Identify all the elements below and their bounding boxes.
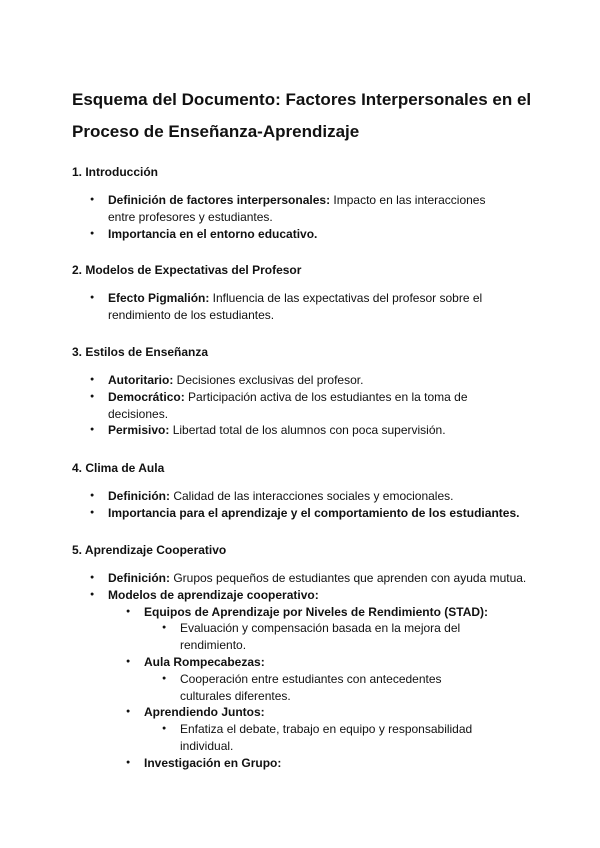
item-label: Permisivo: [108,423,170,438]
item-label: Autoritario: [108,373,174,387]
item-text: Impacto en las interacciones entre profesores y estudiantes. [108,193,486,224]
item-text: Calidad de las interacciones sociales y emocionales. [170,489,454,503]
section-list [72,488,548,522]
model-name: Aula Rompecabezas: [144,654,265,669]
list-item [72,587,508,772]
list-item [72,570,548,587]
model-item [108,654,508,704]
item-label: Definición de factores interpersonales: [108,193,331,207]
item-text: Participación activa de los estudiantes en la toma de decisiones. [108,389,468,421]
model-detail-list [144,721,508,755]
section-list [72,290,508,324]
item-label: Importancia para el aprendizaje y el comportamiento de los estudiantes. [108,505,520,520]
item-label: Importancia en el entorno educativo. [108,226,318,241]
item-text: Grupos pequeños de estudiantes que aprenden con ayuda mutua. [170,571,527,585]
section-expectativas [72,262,508,324]
section-heading: 4. Clima de Aula [72,461,165,475]
section-introduccion [72,164,508,242]
model-detail: ● Cooperación entre estudiantes con antecedentes culturales diferentes. [144,671,480,705]
list-item [72,192,508,226]
list-item [72,505,548,522]
item-label: Modelos de aprendizaje cooperativo: [108,587,319,602]
item-label: Democrático: [108,389,185,404]
section-clima [72,460,548,522]
model-name: Equipos de Aprendizaje por Niveles de Rendimiento (STAD): [144,604,489,619]
item-text: Libertad total de los alumnos con poca supervisión. [169,423,446,438]
list-item [72,290,508,324]
model-detail-list [144,620,508,654]
item-text: Influencia de las expectativas del profesor sobre el rendimiento de los estudiantes. [108,291,483,322]
list-item [72,488,508,505]
model-item [108,704,508,754]
models-list [108,604,508,772]
section-cooperativo [72,542,548,772]
model-item [108,755,508,772]
document-title: Esquema del Documento: Factores Interpersonales en el Proceso de Enseñanza-Aprendizaje [72,90,532,141]
list-item [72,389,508,423]
section-heading: 3. Estilos de Enseñanza [72,345,209,359]
item-label: Definición: [108,489,170,503]
item-text: Decisiones exclusivas del profesor. [173,373,364,387]
list-item [72,372,508,389]
list-item [72,422,508,439]
section-list [72,192,508,242]
list-item [72,226,508,243]
section-list [72,570,548,772]
model-detail: ● Enfatiza el debate, trabajo en equipo y responsabilidad individual. [144,721,480,755]
section-estilos [72,344,508,439]
item-label: Efecto Pigmalión: [108,291,210,305]
model-name: Investigación en Grupo: [144,755,282,770]
model-item [108,604,508,654]
model-detail: ● Evaluación y compensación basada en la mejora del rendimiento. [144,620,480,654]
model-detail-list [144,671,508,705]
section-heading: 5. Aprendizaje Cooperativo [72,543,227,557]
section-heading: 1. Introducción [72,165,159,179]
model-name: Aprendiendo Juntos: [144,705,265,720]
section-heading: 2. Modelos de Expectativas del Profesor [72,263,302,277]
section-list [72,372,508,439]
item-label: Definición: [108,571,170,585]
